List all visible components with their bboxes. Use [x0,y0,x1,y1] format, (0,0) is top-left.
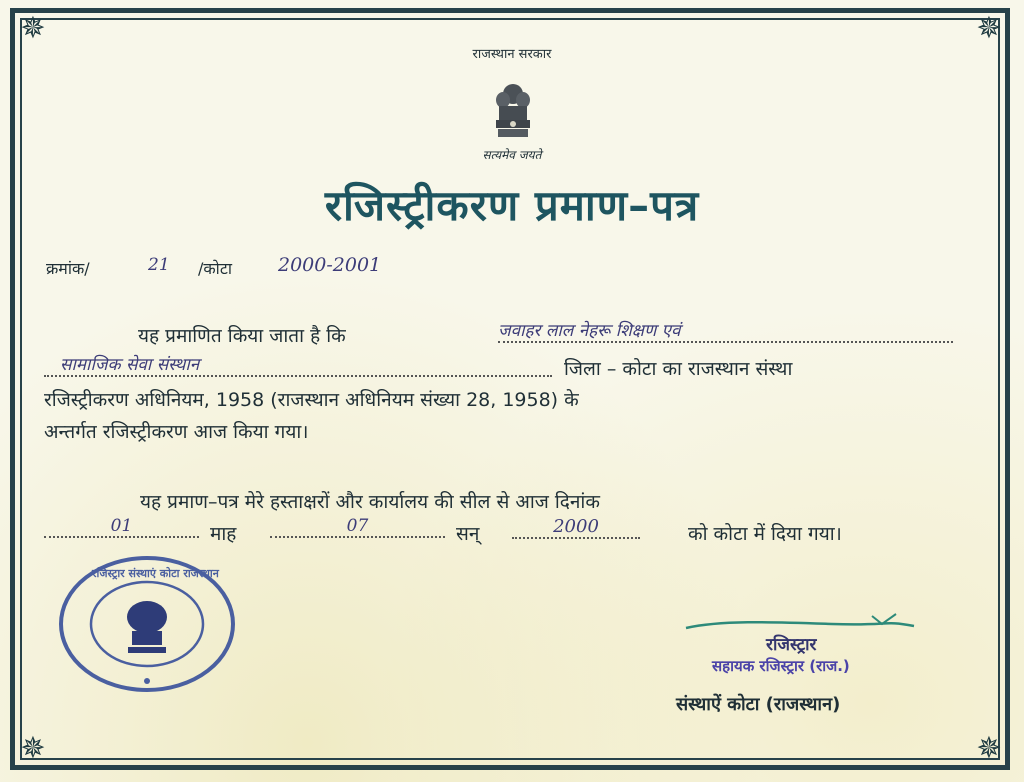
year-field [512,516,640,538]
certificate-title: रजिस्ट्रीकरण प्रमाण–पत्र [324,181,700,230]
issue-line: यह प्रमाण–पत्र मेरे हस्ताक्षरों और कार्यालय की सील से आज दिनांक [140,491,600,513]
serial-year: 2000-2001 [278,254,382,276]
closing-line: अन्तर्गत रजिस्ट्रीकरण आज किया गया। [44,421,309,443]
serial-number: 21 [148,255,170,275]
certify-intro: यह प्रमाणित किया जाता है कि [138,325,346,347]
org-name-field-2 [44,352,552,374]
registrar-office: संस्थाऐं कोटा (राजस्थान) [676,694,841,715]
org-name-line2: सामाजिक सेवा संस्थान [60,355,200,375]
serial-label: क्रमांक/ [46,259,90,278]
month-label: माह [210,523,237,545]
corner-ornament-icon: ✵ [20,731,46,766]
government-label: राजस्थान सरकार [472,47,552,62]
year-label: सन् [456,523,480,545]
corner-ornament-icon: ✵ [20,11,46,46]
district-text: जिला – कोटा का राजस्थान संस्था [564,358,793,380]
month-field [270,516,445,538]
issue-tail: को कोटा में दिया गया। [688,523,842,545]
ashoka-emblem-icon [488,82,538,144]
issue-day: 01 [110,516,133,536]
kota-label: /कोटा [198,259,233,278]
corner-ornament-icon: ✵ [976,731,1002,766]
corner-ornament-icon: ✵ [976,11,1002,46]
day-field [44,516,199,538]
issue-year: 2000 [553,516,599,537]
asst-registrar-stamp: सहायक रजिस्ट्रार (राज.) [712,657,850,675]
org-name-field [498,318,953,340]
issue-month: 07 [346,516,369,536]
act-line: रजिस्ट्रीकरण अधिनियम, 1958 (राजस्थान अधिनियम संख्या 28, 1958) के [44,389,579,411]
motto-text: सत्यमेव जयते [482,148,542,162]
seal-ring-text: रजिस्ट्रार संस्थाएं कोटा राजस्थान [92,567,219,580]
registrar-title: रजिस्ट्रार [766,635,817,655]
org-name-line1: जवाहर लाल नेहरू शिक्षण एवं [498,321,681,341]
